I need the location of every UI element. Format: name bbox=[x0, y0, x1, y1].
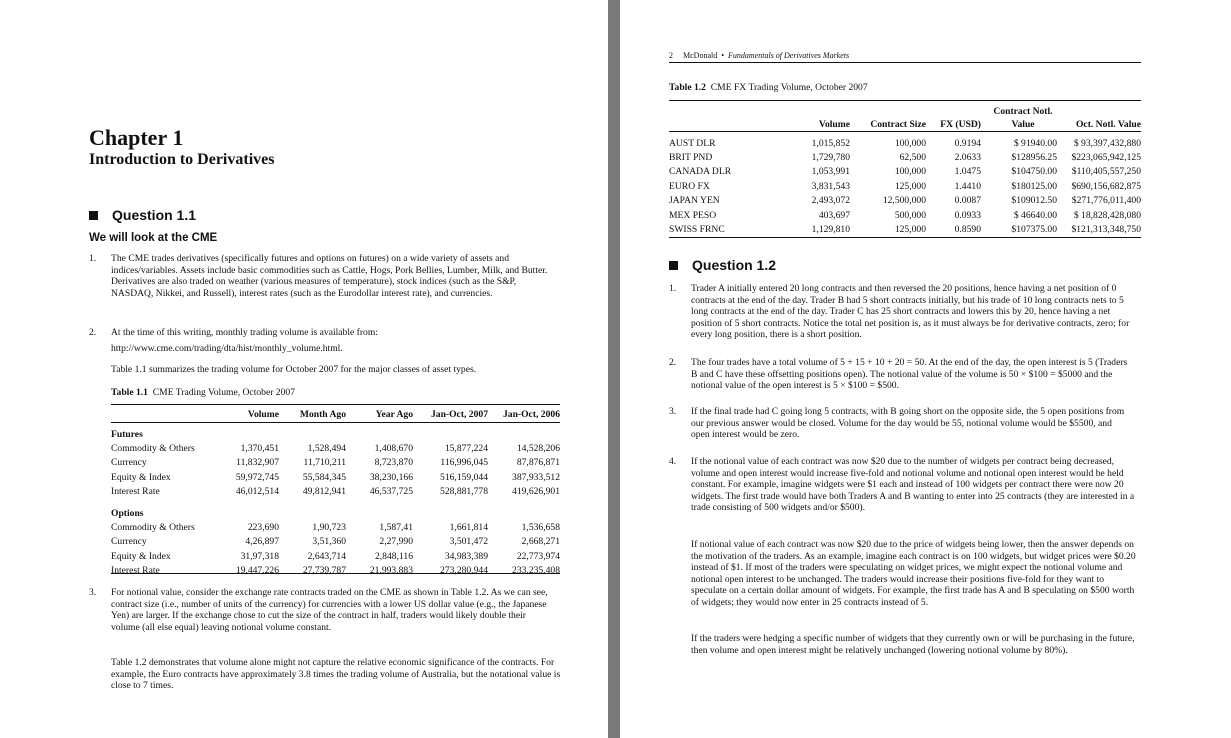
table-row bbox=[669, 136, 1141, 150]
page-number: 2 bbox=[669, 51, 673, 60]
table-cell: 11,710,211 bbox=[303, 457, 346, 469]
table-row bbox=[669, 194, 1141, 208]
table-cell: 34,983,389 bbox=[444, 550, 488, 562]
column-header: Year Ago bbox=[375, 408, 413, 420]
table-row bbox=[669, 150, 1141, 164]
item-text: At the time of this writing, monthly trading volume is available from: bbox=[111, 327, 378, 338]
table-cell: 1,729,780 bbox=[811, 152, 850, 164]
book-title: Fundamentals of Derivatives Markets bbox=[728, 51, 850, 60]
question-1-1-heading bbox=[89, 207, 196, 223]
table-cell: $ 46640.00 bbox=[1013, 209, 1057, 221]
left-page bbox=[0, 0, 608, 738]
table-top-rule bbox=[111, 404, 560, 405]
table-cell: 116,996,045 bbox=[440, 457, 488, 469]
table-cell: 403,697 bbox=[818, 209, 850, 221]
item-number: 2. bbox=[669, 357, 677, 368]
table-cell: 1,408,670 bbox=[374, 442, 413, 454]
row-label: JAPAN YEN bbox=[669, 195, 720, 207]
table-row bbox=[111, 549, 560, 564]
table-cell: 1.0475 bbox=[954, 166, 981, 178]
question-heading-text: Question 1.1 bbox=[112, 207, 197, 223]
column-header: Jan-Oct, 2007 bbox=[430, 408, 488, 420]
table-cell: 1,661,814 bbox=[449, 521, 488, 533]
table-1-2-caption bbox=[669, 82, 868, 94]
table-1-2 bbox=[669, 105, 1141, 237]
column-header: FX (USD) bbox=[940, 118, 981, 130]
subheading: We will look at the CME bbox=[89, 232, 218, 244]
table-cell: 87,876,871 bbox=[516, 457, 560, 469]
table-cell: 1,053,991 bbox=[811, 166, 850, 178]
table-cell: $180125.00 bbox=[1011, 180, 1057, 192]
table-bottom-rule bbox=[669, 237, 1141, 238]
table-row bbox=[669, 179, 1141, 193]
table-cell: 46,537,725 bbox=[369, 486, 413, 498]
table-intro-paragraph: Table 1.1 summarizes the trading volume for October 2007 for the major classes of asset types. bbox=[111, 364, 477, 375]
row-label: Interest Rate bbox=[111, 565, 160, 577]
item-text: If the notional value of each contract was now $20 due to the number of widgets per contract being decreased, volume and open interest would increase five-fold and notional volume and notional open interest would be held constant. For example, imagine widgets were $1 each and instead of 100 widgets per contract there were now 20 widgets. The first trade would have both Traders A and B wanting to enter into 25 contracts (they are interested in a trade consisting of 500 widgets and/or $500). bbox=[691, 456, 1135, 514]
table-caption-text: CME FX Trading Volume, October 2007 bbox=[710, 82, 868, 93]
table-cell: 19,447,226 bbox=[235, 565, 279, 577]
table-cell: 516,159,044 bbox=[440, 471, 488, 483]
table-row bbox=[669, 222, 1141, 236]
table-cell: 100,000 bbox=[894, 137, 926, 149]
table-cell: 46,012,514 bbox=[235, 486, 279, 498]
table-cell: 8,723,870 bbox=[374, 457, 413, 469]
table-cell: 1,370,451 bbox=[240, 442, 279, 454]
table-cell: 387,933,512 bbox=[512, 471, 560, 483]
row-label: Interest Rate bbox=[111, 486, 160, 498]
table-cell: 2,668,271 bbox=[521, 536, 560, 548]
table-cell: 2,27,990 bbox=[379, 536, 413, 548]
question-1-2-heading bbox=[669, 257, 776, 273]
table-cell: 2,493,072 bbox=[811, 195, 850, 207]
table-cell: $690,156,682,875 bbox=[1071, 180, 1141, 192]
table-cell: 1,528,494 bbox=[307, 442, 346, 454]
table-cell: 62,500 bbox=[899, 152, 926, 164]
chapter-label: Chapter 1 bbox=[89, 125, 184, 150]
row-label: BRIT PND bbox=[669, 152, 713, 164]
paragraph: Table 1.2 demonstrates that volume alone might not capture the relative economic significance of the contracts. For example, the Euro contracts have approximately 3.8 times the trading volume of Australia, but the notational value is close to 7 times. bbox=[111, 657, 561, 692]
item-text: The four trades have a total volume of 5 + 15 + 10 + 20 = 50. At the end of the day, the open interest is 5 (Traders B and C have these offsetting positions open). The notional value of the volume is 50 × $100 = $5000 and the notional value of the open interest is 5 × $100 = $500. bbox=[691, 357, 1128, 392]
table-cell: 419,626,901 bbox=[512, 486, 560, 498]
column-header: Volume bbox=[818, 118, 850, 130]
table-cell: $ 91940.00 bbox=[1013, 137, 1057, 149]
table-cell: $ 93,397,432,880 bbox=[1073, 137, 1141, 149]
table-cell: 1,90,723 bbox=[312, 521, 346, 533]
table-cell: 15,877,224 bbox=[444, 442, 488, 454]
table-1-1 bbox=[111, 406, 560, 578]
table-cell: 59,972,745 bbox=[235, 471, 279, 483]
bullet-icon: • bbox=[721, 51, 725, 60]
question-heading-text: Question 1.2 bbox=[692, 257, 777, 273]
table-cell: 55,584,345 bbox=[302, 471, 346, 483]
table-row bbox=[669, 165, 1141, 179]
item-number: 4. bbox=[669, 456, 677, 467]
column-header: Volume bbox=[247, 408, 279, 420]
table-cell: 125,000 bbox=[894, 180, 926, 192]
table-row bbox=[669, 208, 1141, 222]
table-cell: 100,000 bbox=[894, 166, 926, 178]
table-cell: 3,501,472 bbox=[449, 536, 488, 548]
table-caption-number: Table 1.2 bbox=[669, 82, 706, 93]
table-cell: 11,832,907 bbox=[236, 457, 279, 469]
item-number: 1. bbox=[669, 283, 677, 294]
table-cell: 0.9194 bbox=[954, 137, 981, 149]
table-cell: 3,51,360 bbox=[312, 536, 346, 548]
table-cell: 0.0933 bbox=[954, 209, 981, 221]
table-cell: 2,848,116 bbox=[374, 550, 413, 562]
table-group-title: Futures bbox=[111, 429, 143, 440]
row-label: EURO FX bbox=[669, 180, 710, 192]
table-cell: 27,739,787 bbox=[302, 565, 346, 577]
table-caption-text: CME Trading Volume, October 2007 bbox=[152, 387, 295, 398]
table-cell: 21,993,883 bbox=[369, 565, 413, 577]
table-cell: 1,587,41 bbox=[379, 521, 413, 533]
item-text: For notional value, consider the exchange rate contracts traded on the CME as shown in Table 1.2. As we can see, contract size (i.e., number of units of the currency) for currencies with a lower US dollar value (e.g., the Japanese Yen) are larger. If the exchange chose to cut the size of the contract in half, traders would likely double their volume (all else equal) leaving notional volume constant. bbox=[111, 587, 548, 633]
table-cell: 1,129,810 bbox=[811, 224, 850, 236]
row-label: Commodity & Others bbox=[111, 442, 195, 454]
row-label: Currency bbox=[111, 536, 147, 548]
paragraph: If the traders were hedging a specific number of widgets that they currently own or will be purchasing in the future, then volume and open interest might be relatively unchanged (lowering notional volume by 80%). bbox=[691, 633, 1135, 656]
table-cell: $107375.00 bbox=[1011, 224, 1057, 236]
table-1-1-caption bbox=[111, 387, 295, 399]
row-label: CANADA DLR bbox=[669, 166, 732, 178]
author-name: McDonald bbox=[683, 51, 718, 60]
table-cell: 14,528,206 bbox=[516, 442, 560, 454]
table-row bbox=[111, 470, 560, 485]
chapter-title: Introduction to Derivatives bbox=[89, 151, 275, 168]
row-label: AUST DLR bbox=[669, 137, 716, 149]
table-caption-number: Table 1.1 bbox=[111, 387, 148, 398]
column-header: Jan-Oct, 2006 bbox=[502, 408, 560, 420]
table-cell: 22,773,974 bbox=[516, 550, 560, 562]
table-cell: $110,405,557,250 bbox=[1071, 166, 1141, 178]
table-cell: 233,235,408 bbox=[512, 565, 560, 577]
table-cell: $128956.25 bbox=[1011, 152, 1057, 164]
column-header: Value bbox=[1011, 118, 1035, 130]
table-cell: $109012.50 bbox=[1011, 195, 1057, 207]
table-cell: 38,230,166 bbox=[369, 471, 413, 483]
right-page bbox=[620, 0, 1231, 738]
square-bullet-icon bbox=[89, 211, 98, 220]
table-cell: 2,643,714 bbox=[307, 550, 346, 562]
row-label: Commodity & Others bbox=[111, 521, 195, 533]
column-header: Contract Size bbox=[870, 118, 926, 130]
table-cell: 223,690 bbox=[247, 521, 279, 533]
table-cell: $271,776,011,400 bbox=[1071, 195, 1141, 207]
table-cell: 1.4410 bbox=[954, 180, 981, 192]
row-label: Currency bbox=[111, 457, 147, 469]
item-text: The CME trades derivatives (specifically futures and options on futures) on a wide variety of assets and indices/variables. Assets include basic commodities such as Cattle, Hogs, Pork Bellies, Lumber, Milk, and Butter. Derivatives are also traded on weather (various measures of temperature), stock indices (such as the S&P, NASDAQ, Nikkei, and Russell), interest rates (such as the Eurodollar interest rate), and currencies. bbox=[111, 253, 548, 299]
item-text: Trader A initially entered 20 long contracts and then reversed the 20 positions, hence having a net position of 0 contracts at the end of the day. Trader B had 5 short contracts initially, but his trade of 10 long contracts nets to 5 long contracts at the end of the day. Trader C has 25 short contracts and lowers this by 20, hence having a net position of 5 short contracts. Notice the total net position is, as it must always be for derivative contracts, zero; for every long position, there is a short position. bbox=[691, 283, 1130, 341]
row-label: SWISS FRNC bbox=[669, 224, 725, 236]
table-cell: 1,536,658 bbox=[521, 521, 560, 533]
table-cell: 125,000 bbox=[894, 224, 926, 236]
item-number: 3. bbox=[89, 587, 97, 598]
table-row bbox=[111, 520, 560, 535]
table-cell: 0.8590 bbox=[954, 224, 981, 236]
running-head bbox=[669, 51, 849, 60]
table-cell: 0.0087 bbox=[954, 195, 981, 207]
table-row bbox=[111, 456, 560, 471]
table-cell: 4,26,897 bbox=[245, 536, 279, 548]
table-cell: $ 18,828,428,080 bbox=[1073, 209, 1141, 221]
item-number: 3. bbox=[669, 406, 677, 417]
table-row bbox=[111, 485, 560, 500]
table-cell: 49,812,941 bbox=[302, 486, 346, 498]
table-cell: 528,881,778 bbox=[440, 486, 488, 498]
column-header: Contract Notl. bbox=[993, 105, 1053, 117]
item-text: If the final trade had C going long 5 contracts, with B going short on the opposite side, the 5 open positions from our previous answer would be closed. Volume for the day would be 55, notional volume would be $5500, and open interest would be zero. bbox=[691, 406, 1125, 441]
table-cell: $121,313,348,750 bbox=[1071, 224, 1141, 236]
table-cell: $223,065,942,125 bbox=[1071, 152, 1141, 164]
table-cell: 12,500,000 bbox=[882, 195, 926, 207]
table-row bbox=[111, 441, 560, 456]
table-cell: 1,015,852 bbox=[811, 137, 850, 149]
paragraph: If notional value of each contract was now $20 due to the price of widgets being lower, then the answer depends on the motivation of the traders. As an example, imagine each contract is on 100 widgets, but widget prices were $0.20 instead of $1. If most of the traders were speculating on widget prices, we might expect the notional volume and notional open interest to be unchanged. The traders would increase their positions five-fold for they want to speculate on a certain dollar amount of widgets. For example, the first trade has A and B speculating on $500 worth of widgets; they would now enter in 25 contracts instead of 5. bbox=[691, 539, 1136, 608]
table-cell: 273,280,944 bbox=[440, 565, 488, 577]
table-row bbox=[111, 564, 560, 579]
table-cell: $104750.00 bbox=[1011, 166, 1057, 178]
item-number: 1. bbox=[89, 253, 97, 264]
table-cell: 3,831,543 bbox=[811, 180, 850, 192]
table-cell: 500,000 bbox=[894, 209, 926, 221]
row-label: Equity & Index bbox=[111, 550, 171, 562]
table-row bbox=[111, 535, 560, 550]
row-label: Equity & Index bbox=[111, 471, 171, 483]
row-label: MEX PESO bbox=[669, 209, 717, 221]
table-group-title: Options bbox=[111, 507, 144, 519]
table-cell: 2.0633 bbox=[954, 152, 981, 164]
column-header bbox=[111, 406, 205, 422]
volume-url[interactable]: http://www.cme.com/trading/dta/hist/monthly_volume.html. bbox=[111, 343, 343, 354]
column-header: Oct. Notl. Value bbox=[1075, 118, 1141, 130]
square-bullet-icon bbox=[669, 261, 678, 270]
running-head-rule bbox=[669, 62, 1141, 63]
column-header: Month Ago bbox=[299, 408, 346, 420]
table-top-rule bbox=[669, 100, 1141, 101]
item-number: 2. bbox=[89, 327, 97, 338]
table-cell: 31,97,318 bbox=[240, 550, 279, 562]
